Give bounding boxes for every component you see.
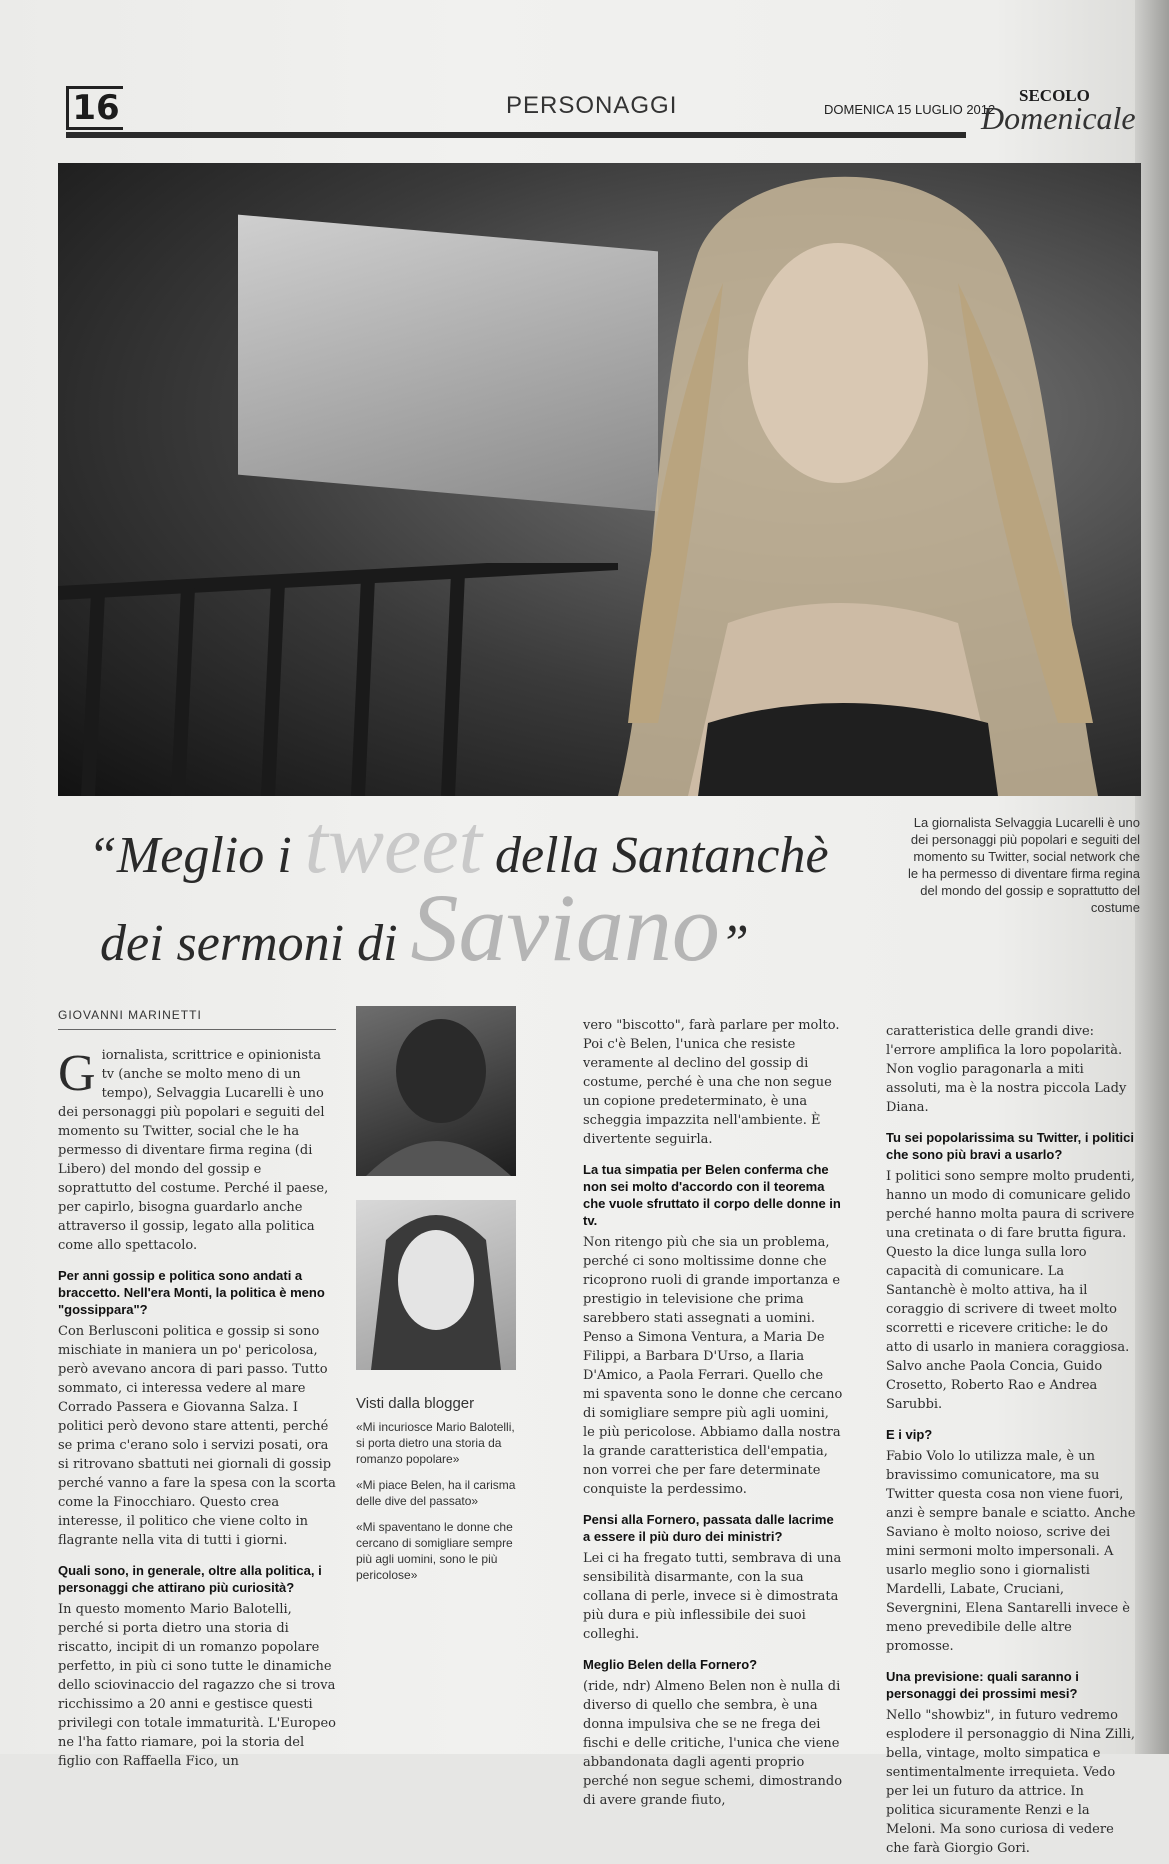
author-byline: GIOVANNI MARINETTI (58, 1006, 336, 1030)
logo-top: SECOLO (1019, 86, 1090, 105)
issue-date: DOMENICA 15 LUGLIO 2012 (824, 102, 996, 117)
question-7: E i vip? (886, 1427, 933, 1442)
question-5: Meglio Belen della Fornero? (583, 1657, 758, 1672)
article-column-4 (886, 1022, 1136, 1864)
masthead-logo (971, 86, 1151, 146)
article-column-1 (58, 1006, 336, 1777)
photo-balotelli (356, 1006, 516, 1176)
headline (70, 790, 930, 981)
header-rule (66, 132, 966, 138)
question-6: Tu sei popolarissima su Twitter, i politici che sono più bravi a usarlo? (886, 1130, 1135, 1162)
headline-part2: della Santanchè (481, 827, 829, 884)
headline-word-saviano: Saviano (410, 874, 720, 981)
question-1: Per anni gossip e politica sono andati a braccetto. Nell'era Monti, la politica è meno "gossippara"? (58, 1268, 325, 1317)
sidebar-title: Visti dalla blogger (356, 1395, 475, 1412)
main-photo (58, 163, 1141, 796)
photo-railing (58, 563, 618, 796)
answer-5: (ride, ndr) Almeno Belen non è nulla di diverso di quello che sembra, è una donna impulsiva che se ne frega dei fischi e delle critiche, l'unica che viene abbandonata dagli agenti proprio perché non segue schemi, dimostrando di avere grande fiuto, (583, 1679, 843, 1808)
section-title: PERSONAGGI (506, 92, 678, 119)
answer-3: Non ritengo più che sia un problema, perché ci sono moltissime donne che ricoprono ruoli di grande importanza e prestigio in televisione che prima sarebbero stati assegnati a uomini. Penso a Simona Ventura, a Maria De Filippi, a Barbara D'Urso, a Ilaria D'Amico, a Paola Ferrari. Quello che mi spaventa sono le donne che cercano di somigliare sempre più agli uomini, le più pericolose. Abbiamo dalla nostra la grande caratteristica dell'empatia, non vorrei che per fare determinate conquiste la perdessimo. (583, 1235, 843, 1497)
intro-text: iornalista, scrittrice e opinionista tv (anche se molto meno di un tempo), Selvaggia Lucarelli è uno dei personaggi più popolari e seguiti del momento su Twitter, social che le ha permesso di diventare firma regina (di Libero) del mondo del gossip e soprattutto del costume. Perché il paese, per capirlo, bisogna guardarlo anche attraverso il gossip, legato alla politica come allo spettacolo. (58, 1048, 329, 1253)
answer-2-continued: vero "biscotto", farà parlare per molto. Poi c'è Belen, l'unica che resiste veramente al declino del gossip di costume, perché è una che non segue un copione predeterminato, è una scheggia impazzita nell'ambiente. È divertente seguirla. (583, 1018, 840, 1147)
question-4: Pensi alla Fornero, passata dalle lacrime a essere il più duro dei ministri? (583, 1512, 834, 1544)
answer-1: Con Berlusconi politica e gossip si sono mischiate in maniera un po' pericolosa, però avevano ancora di pari passo. Tutto sommato, ci interessa vedere al mare Corrado Passera e Giovanna Salza. I politici però devono stare attenti, perché se prima c'erano solo i servizi posati, ora si ritrovano sbattuti nei giornali di gossip perché vanno a fare la spesa con la scorta come la Finocchiaro. Questo crea interesse, il politico che viene colto in flagrante nella vita di tutti i giorni. (58, 1324, 336, 1548)
page-header (66, 86, 1151, 136)
belen-portrait-icon (356, 1200, 516, 1370)
sidebar-quote-2: «Mi piace Belen, ha il carisma delle dive del passato» (356, 1478, 516, 1508)
photo-woman-portrait (538, 163, 1138, 796)
balotelli-portrait-icon (356, 1006, 516, 1176)
sidebar-quote-1: «Mi incuriosce Mario Balotelli, si porta dietro una storia da romanzo popolare» (356, 1420, 515, 1466)
answer-5-continued: caratteristica delle grandi dive: l'errore amplifica la loro popolarità. Non voglio paragonarla a miti assoluti, ma è la nostra piccola Lady Diana. (886, 1024, 1127, 1115)
question-8: Una previsione: quali saranno i personaggi dei prossimi mesi? (886, 1669, 1079, 1701)
question-3: La tua simpatia per Belen conferma che non sei molto d'accordo con il teorema che vuole sfruttato il corpo delle donne in tv. (583, 1162, 841, 1228)
headline-quote-close: ” (719, 915, 749, 972)
sidebar-quote-3: «Mi spaventano le donne che cercano di somigliare sempre più agli uomini, sono le più pericolose» (356, 1520, 513, 1582)
answer-4: Lei ci ha fregato tutti, sembrava di una sensibilità disarmante, con la sua collana di perle, invece si è dimostrata più dura e più inflessibile dei suoi colleghi. (583, 1551, 842, 1642)
headline-word-tweet: tweet (304, 798, 482, 891)
logo-bottom: Domenicale (981, 100, 1136, 136)
dropcap: G (58, 1045, 96, 1102)
answer-7: Fabio Volo lo utilizza male, è un bravissimo comunicatore, ma su Twitter questa cosa non viene fuori, anzi è sempre banale e sciatto. Anche Saviano è molto noioso, scrive dei mini sermoni molto impersonali. A usarlo meglio sono i giornalisti Mardelli, Labate, Cruciani, Severgnini, Elena Santarelli invece è meno prevedibile delle altre promosse. (886, 1449, 1136, 1654)
headline-quote-open: “ (88, 827, 117, 884)
headline-part1: Meglio i (116, 827, 305, 884)
answer-2: In questo momento Mario Balotelli, perché si porta dietro una storia di riscatto, incipit di un romanzo popolare perfetto, in più ci sono tutte le dinamiche dello sciovinaccio del ragazzo che si trova ricchissimo a 20 anni e gestisce questi privilegi con totale immaturità. L'Europeo ne l'ha fatto riamare, poi la storia del figlio con Raffaella Fico, un (58, 1602, 337, 1769)
page-number: 16 (66, 86, 123, 130)
question-2: Quali sono, in generale, oltre alla politica, i personaggi che attirano più curiosità? (58, 1563, 322, 1595)
sidebar-column (356, 1006, 518, 1593)
answer-8: Nello "showbiz", in futuro vedremo esplodere il personaggio di Nina Zilli, bella, vintage, molto simpatica e sentimentalmente irrequieta. Vedo per lei un futuro da attrice. In politica sicuramente Renzi e la Meloni. Ma sono curiosa di vedere che farà Giorgio Gori. (886, 1708, 1135, 1856)
article-column-3 (583, 1016, 843, 1816)
answer-6: I politici sono sempre molto prudenti, hanno un modo di comunicare gelido perché hanno molta paura di scrivere una cretinata o di fare brutta figura. Questo la dice lunga sulla loro capacità di comunicare. La Santanchè è molto attiva, ha il coraggio di scrivere di tweet molto scorretti e ricevere critiche: le do atto di usarlo in maniera coraggiosa. Salvo anche Paola Concia, Guido Crosetto, Roberto Rao e Andrea Sarubbi. (886, 1169, 1135, 1412)
article-intro (58, 1046, 336, 1255)
headline-line-2 (100, 872, 749, 983)
photo-belen (356, 1200, 516, 1370)
photo-caption: La giornalista Selvaggia Lucarelli è uno dei personaggi più popolari e seguiti del momento su Twitter, social network che le ha permesso di diventare firma regina del mondo del gossip e soprattutto del costume (908, 815, 1140, 915)
headline-part3: dei sermoni di (100, 915, 411, 972)
